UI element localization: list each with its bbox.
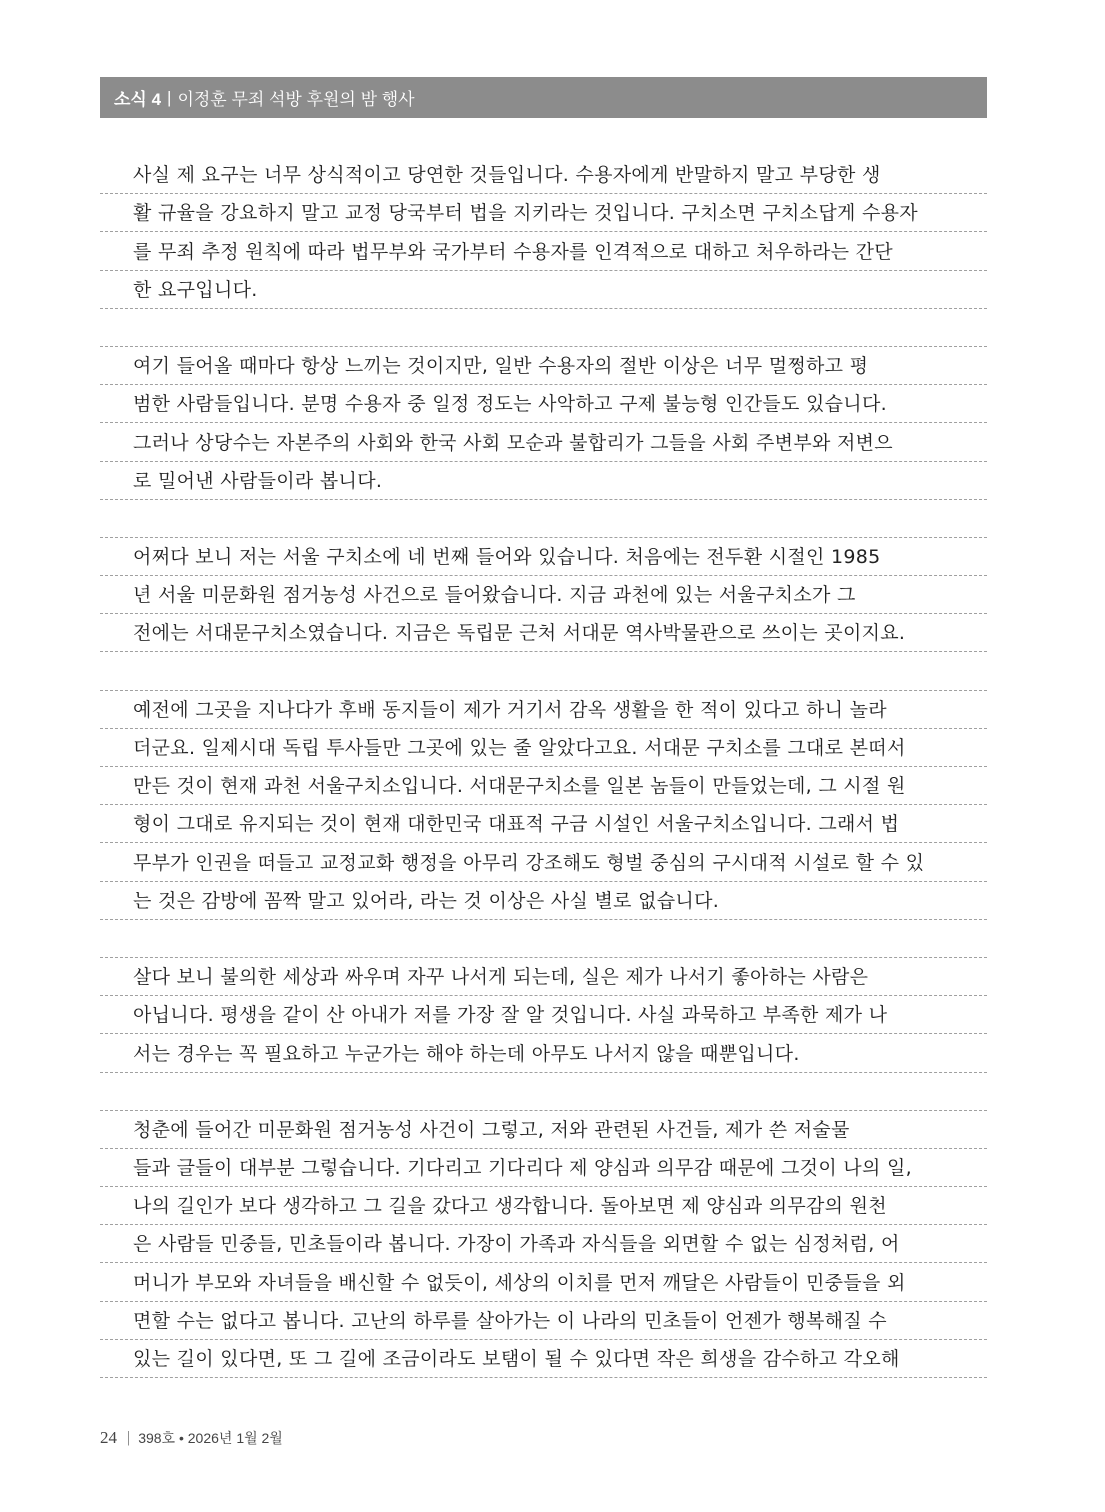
blank-ruled-line: [100, 652, 987, 690]
paragraph-5: [100, 958, 987, 1073]
text-line: 는 것은 감방에 꼼짝 말고 있어라, 라는 것 이상은 사실 별로 없습니다.: [100, 882, 987, 920]
text-line: 면할 수는 없다고 봅니다. 고난의 하루를 살아가는 이 나라의 민초들이 언젠가 행복해질 수: [100, 1302, 987, 1340]
blank-ruled-line: [100, 920, 987, 958]
text-line: 를 무죄 추정 원칙에 따라 법무부와 국가부터 수용자를 인격적으로 대하고 처우하라는 간단: [100, 232, 987, 270]
blank-ruled-line: [100, 309, 987, 347]
blank-ruled-line: [100, 1073, 987, 1111]
text-line: 아닙니다. 평생을 같이 산 아내가 저를 가장 잘 알 것입니다. 사실 과묵하고 부족한 제가 나: [100, 996, 987, 1034]
paragraph-3: [100, 538, 987, 653]
paragraph-1: [100, 156, 987, 309]
text-line: 한 요구입니다.: [100, 271, 987, 309]
page-number: 24: [100, 1428, 117, 1447]
text-line: 어쩌다 보니 저는 서울 구치소에 네 번째 들어와 있습니다. 처음에는 전두환 시절인 1985: [100, 538, 987, 576]
text-line: 활 규율을 강요하지 말고 교정 당국부터 법을 지키라는 것입니다. 구치소면 구치소답게 수용자: [100, 194, 987, 232]
section-label: 소식 4: [114, 90, 162, 109]
text-line: 더군요. 일제시대 독립 투사들만 그곳에 있는 줄 알았다고요. 서대문 구치소를 그대로 본떠서: [100, 729, 987, 767]
text-line: 전에는 서대문구치소였습니다. 지금은 독립문 근처 서대문 역사박물관으로 쓰이는 곳이지요.: [100, 614, 987, 652]
text-line: 만든 것이 현재 과천 서울구치소입니다. 서대문구치소를 일본 놈들이 만들었는데, 그 시절 원: [100, 767, 987, 805]
letter-body: [100, 156, 987, 1378]
text-line: 나의 길인가 보다 생각하고 그 길을 갔다고 생각합니다. 돌아보면 제 양심과 의무감의 원천: [100, 1187, 987, 1225]
text-line: 무부가 인권을 떠들고 교정교화 행정을 아무리 강조해도 형벌 중심의 구시대적 시설로 할 수 있: [100, 843, 987, 881]
text-line: 범한 사람들입니다. 분명 수용자 중 일정 정도는 사악하고 구제 불능형 인간들도 있습니다.: [100, 385, 987, 423]
text-line: 머니가 부모와 자녀들을 배신할 수 없듯이, 세상의 이치를 먼저 깨달은 사람들이 민중들을 외: [100, 1263, 987, 1301]
text-line: 청춘에 들어간 미문화원 점거농성 사건이 그렇고, 저와 관련된 사건들, 제가 쓴 저술물: [100, 1111, 987, 1149]
paragraph-6: [100, 1111, 987, 1378]
text-line: 있는 길이 있다면, 또 그 길에 조금이라도 보탬이 될 수 있다면 작은 희생을 감수하고 각오해: [100, 1340, 987, 1378]
text-line: 들과 글들이 대부분 그렇습니다. 기다리고 기다리다 제 양심과 의무감 때문에 그것이 나의 일,: [100, 1149, 987, 1187]
text-line: 여기 들어올 때마다 항상 느끼는 것이지만, 일반 수용자의 절반 이상은 너무 멀쩡하고 평: [100, 347, 987, 385]
text-line: 년 서울 미문화원 점거농성 사건으로 들어왔습니다. 지금 과천에 있는 서울구치소가 그: [100, 576, 987, 614]
paragraph-4: [100, 691, 987, 920]
text-line: 사실 제 요구는 너무 상식적이고 당연한 것들입니다. 수용자에게 반말하지 말고 부당한 생: [100, 156, 987, 194]
text-line: 서는 경우는 꼭 필요하고 누군가는 해야 하는데 아무도 나서지 않을 때뿐입니다.: [100, 1034, 987, 1072]
header-separator: |: [167, 87, 172, 107]
footer-separator: |: [127, 1429, 131, 1446]
paragraph-2: [100, 347, 987, 500]
text-line: 형이 그대로 유지되는 것이 현재 대한민국 대표적 구금 시설인 서울구치소입니다. 그래서 법: [100, 805, 987, 843]
section-header-bar: [100, 77, 987, 118]
text-line: 살다 보니 불의한 세상과 싸우며 자꾸 나서게 되는데, 실은 제가 나서기 좋아하는 사람은: [100, 958, 987, 996]
text-line: 로 밀어낸 사람들이라 봅니다.: [100, 462, 987, 500]
page-footer: [100, 1428, 283, 1448]
section-title: 이정훈 무죄 석방 후원의 밤 행사: [177, 90, 415, 109]
issue-info: 398호 • 2026년 1월 2월: [138, 1430, 283, 1446]
blank-ruled-line: [100, 500, 987, 538]
text-line: 은 사람들 민중들, 민초들이라 봅니다. 가장이 가족과 자식들을 외면할 수 없는 심정처럼, 어: [100, 1225, 987, 1263]
text-line: 그러나 상당수는 자본주의 사회와 한국 사회 모순과 불합리가 그들을 사회 주변부와 저변으: [100, 423, 987, 461]
text-line: 예전에 그곳을 지나다가 후배 동지들이 제가 거기서 감옥 생활을 한 적이 있다고 하니 놀라: [100, 691, 987, 729]
